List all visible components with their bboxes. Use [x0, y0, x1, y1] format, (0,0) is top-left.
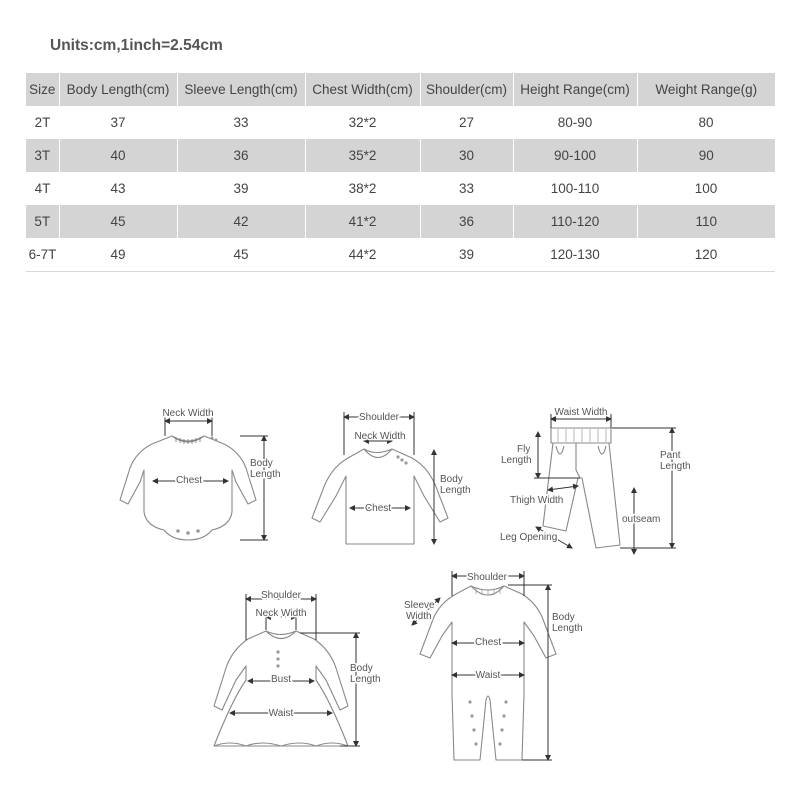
table-cell: 40 — [59, 139, 177, 172]
snap-buttons-icon — [468, 674, 507, 745]
label-waist: Waist — [268, 708, 294, 719]
table-row — [26, 205, 775, 238]
label-body-length-1: Body — [440, 474, 463, 485]
table-header-row — [26, 73, 775, 106]
label-body-length-2: Length — [440, 485, 471, 496]
label-waist-width: Waist Width — [554, 407, 608, 418]
label-leg-opening: Leg Opening — [500, 532, 558, 543]
label-bust: Bust — [270, 674, 292, 685]
label-waist: Waist — [475, 670, 501, 681]
label-neck-width: Neck Width — [162, 408, 214, 419]
neck-rib-icon — [176, 437, 200, 444]
waistband-rib-icon — [558, 429, 606, 442]
column-header-weight-range: Weight Range(g) — [637, 73, 775, 106]
label-fly-length-2: Length — [501, 455, 532, 466]
table-cell: 39 — [233, 181, 249, 196]
table-cell: 4T — [34, 181, 51, 196]
column-header-body-length: Body Length(cm) — [59, 73, 177, 106]
table-cell: 5T — [26, 205, 59, 238]
label-body-length-1: Body — [250, 458, 273, 469]
table-cell: 45 — [59, 205, 177, 238]
table-cell: 42 — [177, 205, 305, 238]
table-cell: 41*2 — [305, 205, 420, 238]
label-body-length-1: Body — [552, 612, 575, 623]
table-cell: 90-100 — [513, 139, 637, 172]
table-cell: 33 — [233, 115, 249, 130]
table-cell: 80-90 — [557, 115, 593, 130]
label-chest: Chest — [364, 503, 392, 514]
table-cell: 120-130 — [513, 238, 637, 272]
dress-diagram — [214, 631, 348, 746]
table-cell: 80 — [698, 115, 714, 130]
table-cell: 43 — [110, 181, 126, 196]
table-row — [26, 106, 775, 139]
label-neck-width: Neck Width — [255, 608, 307, 619]
table-cell: 27 — [458, 115, 475, 130]
shoulder-buttons-icon — [396, 455, 407, 464]
table-row — [26, 172, 775, 205]
column-header-size: Size — [26, 73, 59, 106]
table-row — [26, 238, 775, 272]
label-body-length-2: Length — [552, 623, 583, 634]
column-header-height-range: Height Range(cm) — [513, 73, 637, 106]
table-cell: 49 — [59, 238, 177, 272]
table-cell: 6-7T — [26, 238, 59, 272]
label-body-length-2: Length — [350, 674, 381, 685]
label-sleeve-width-1: Sleeve — [404, 600, 435, 611]
table-cell: 2T — [34, 115, 51, 130]
label-body-length-2: Length — [250, 469, 281, 480]
table-cell: 30 — [420, 139, 513, 172]
label-pant-length-1: Pant — [660, 450, 681, 461]
label-neck-width: Neck Width — [354, 431, 406, 442]
pants-diagram — [543, 428, 620, 548]
column-header-chest-width: Chest Width(cm) — [305, 73, 420, 106]
table-cell: 39 — [420, 238, 513, 272]
table-cell: 33 — [458, 181, 475, 196]
label-outseam: outseam — [622, 514, 661, 525]
units-note: Units:cm,1inch=2.54cm — [50, 37, 223, 54]
label-fly-length-1: Fly — [517, 444, 531, 455]
label-body-length-1: Body — [350, 663, 373, 674]
table-cell: 35*2 — [305, 139, 420, 172]
table-cell: 44*2 — [305, 238, 420, 272]
table-cell: 37 — [110, 115, 126, 130]
label-shoulder: Shoulder — [358, 412, 400, 423]
table-row — [26, 139, 775, 172]
column-header-shoulder: Shoulder(cm) — [420, 73, 513, 106]
label-chest: Chest — [175, 475, 203, 486]
label-shoulder: Shoulder — [466, 572, 508, 583]
table-cell: 100-110 — [550, 181, 600, 196]
table-cell: 36 — [177, 139, 305, 172]
table-cell: 120 — [637, 238, 775, 272]
table-cell: 110-120 — [513, 205, 637, 238]
front-buttons-icon — [276, 650, 279, 667]
table-cell: 38*2 — [348, 181, 377, 196]
bodysuit-diagram — [120, 436, 256, 540]
table-cell: 110 — [637, 205, 775, 238]
measurement-diagrams — [0, 390, 800, 800]
size-chart-table — [26, 73, 775, 272]
column-header-sleeve-length: Sleeve Length(cm) — [177, 73, 305, 106]
label-sleeve-width-2: Width — [406, 611, 432, 622]
table-cell: 32*2 — [348, 115, 377, 130]
label-shoulder: Shoulder — [260, 590, 302, 601]
table-cell: 100 — [694, 181, 718, 196]
label-chest: Chest — [474, 637, 502, 648]
table-cell: 45 — [177, 238, 305, 272]
table-cell: 3T — [26, 139, 59, 172]
label-thigh-width: Thigh Width — [510, 495, 564, 506]
label-pant-length-2: Length — [660, 461, 691, 472]
table-cell: 36 — [420, 205, 513, 238]
table-cell: 90 — [637, 139, 775, 172]
shirt-diagram — [312, 449, 448, 544]
